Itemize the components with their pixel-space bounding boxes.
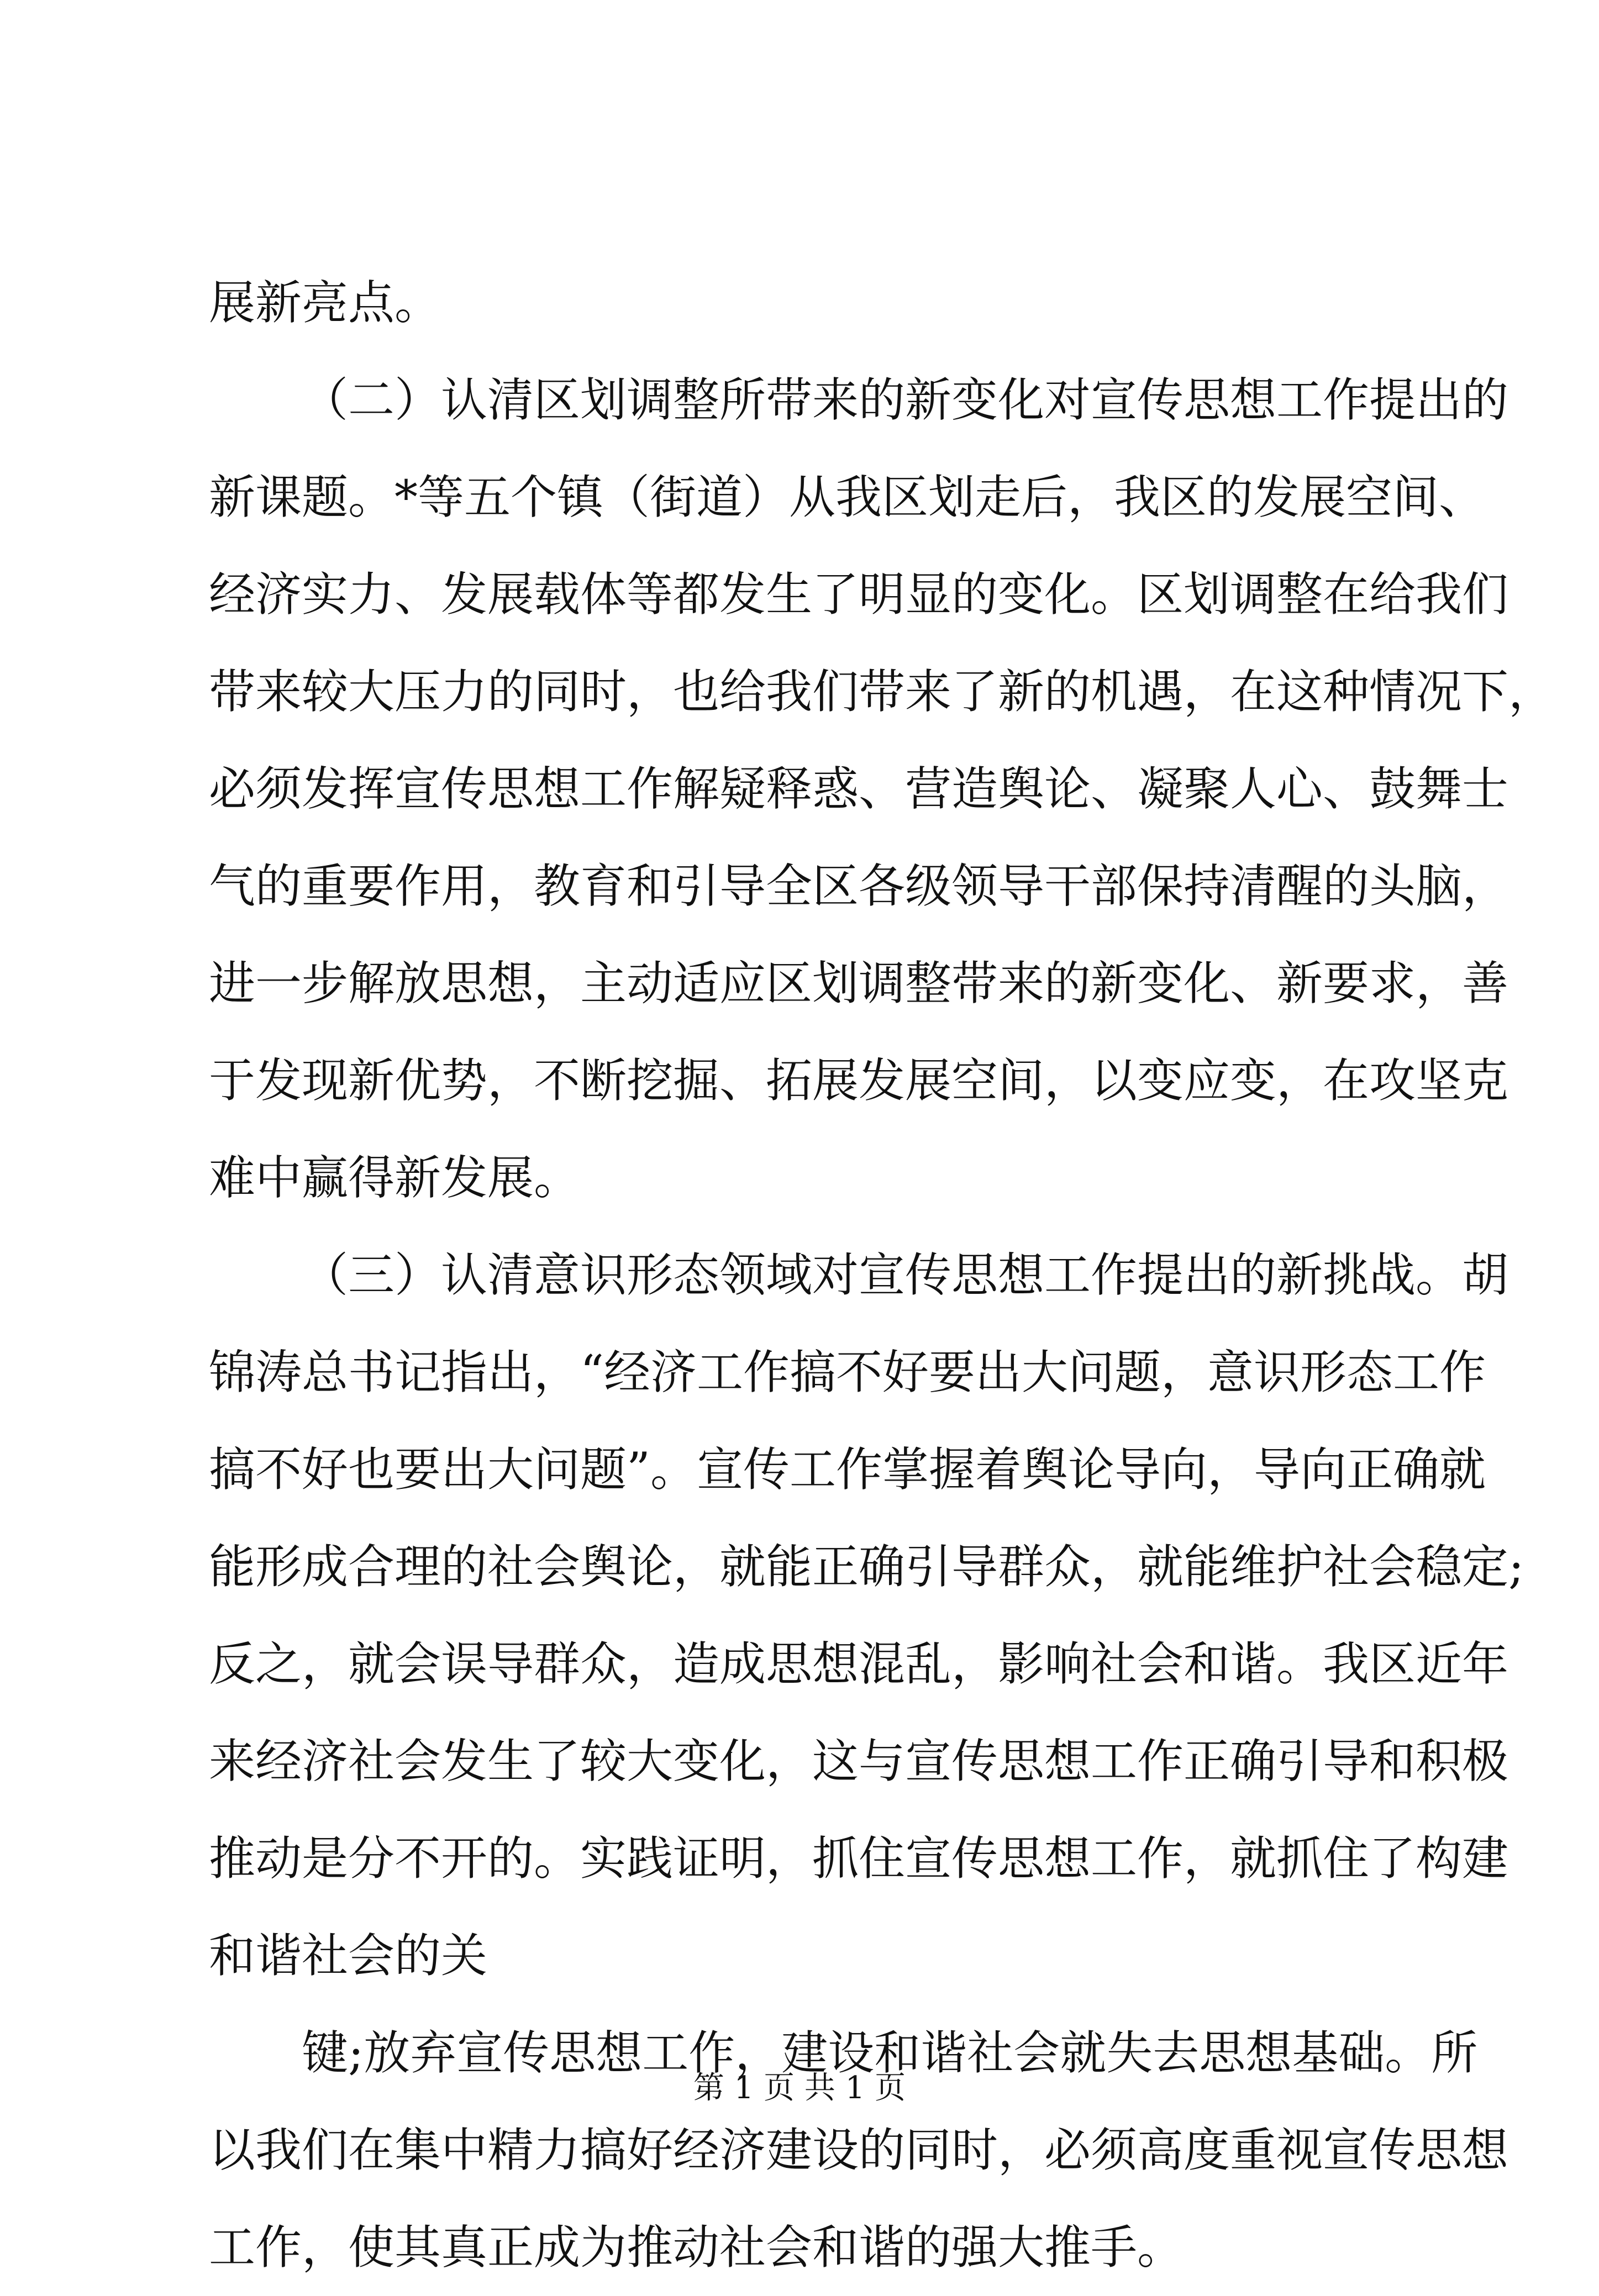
paragraph-line: 气的重要作用，教育和引导全区各级领导干部保持清醒的头脑， — [209, 859, 1509, 913]
paragraph-line: 反之，就会误导群众，造成思想混乱，影响社会和谐。我区近年 — [209, 1637, 1509, 1691]
paragraph-line: 必须发挥宣传思想工作解疑释惑、营造舆论、凝聚人心、鼓舞士 — [209, 762, 1509, 816]
paragraph-line: 搞不好也要出大问题”。宣传工作掌握着舆论导向，导向正确就 — [209, 1442, 1486, 1497]
paragraph-line: 于发现新优势，不断挖掘、拓展发展空间，以变应变，在攻坚克 — [209, 1054, 1509, 1108]
paragraph-line: 能形成合理的社会舆论，就能正确引导群众，就能维护社会稳定; — [209, 1540, 1524, 1594]
paragraph-line: 带来较大压力的同时，也给我们带来了新的机遇，在这种情况下， — [209, 665, 1555, 719]
paragraph-line: 推动是分不开的。实践证明，抓住宣传思想工作，就抓住了构建 — [209, 1831, 1509, 1886]
paragraph-line: 新课题。*等五个镇（街道）从我区划走后，我区的发展空间、 — [209, 470, 1486, 524]
page-number-footer: 第 1 页 共 1 页 — [693, 2070, 906, 2106]
paragraph-line: 工作，使其真正成为推动社会和谐的强大推手。 — [209, 2220, 1184, 2274]
paragraph-line: （三）认清意识形态领域对宣传思想工作提出的新挑战。胡 — [302, 1248, 1509, 1302]
paragraph-line: 键;放弃宣传思想工作，建设和谐社会就失去思想基础。所 — [302, 2026, 1478, 2080]
paragraph-line: 锦涛总书记指出，“经济工作搞不好要出大问题，意识形态工作 — [209, 1345, 1486, 1399]
paragraph-line: 来经济社会发生了较大变化，这与宣传思想工作正确引导和积极 — [209, 1734, 1509, 1788]
paragraph-line: 难中赢得新发展。 — [209, 1151, 581, 1205]
paragraph-line: 和谐社会的关 — [209, 1929, 488, 1983]
paragraph-line: 展新亮点。 — [209, 276, 441, 330]
paragraph-line: 进一步解放思想，主动适应区划调整带来的新变化、新要求，善 — [209, 956, 1509, 1010]
paragraph-line: 以我们在集中精力搞好经济建设的同时，必须高度重视宣传思想 — [209, 2123, 1509, 2177]
paragraph-line: 经济实力、发展载体等都发生了明显的变化。区划调整在给我们 — [209, 567, 1509, 622]
paragraph-line: （二）认清区划调整所带来的新变化对宣传思想工作提出的 — [302, 373, 1509, 427]
document-body — [209, 254, 1555, 2296]
